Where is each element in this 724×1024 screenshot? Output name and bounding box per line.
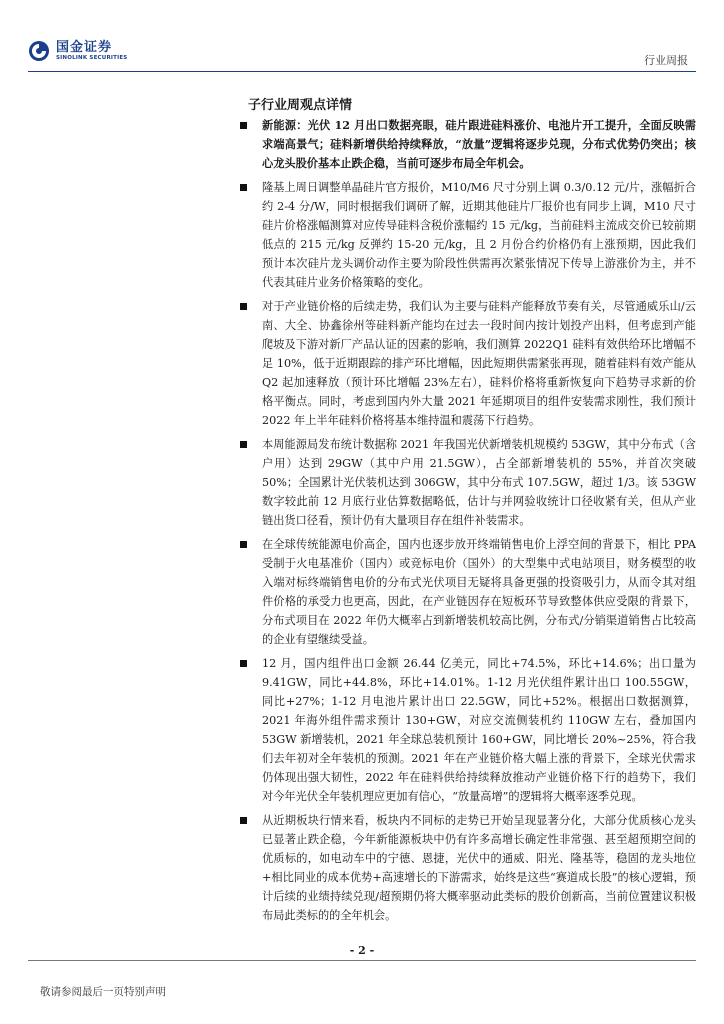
bullet-list bbox=[240, 116, 696, 930]
logo-chinese-name: 国金证券 bbox=[56, 39, 113, 55]
bullet-square-icon bbox=[240, 541, 247, 548]
bullet-text: 本周能源局发布统计数据称 2021 年我国光伏新增装机规模约 53GW，其中分布式（含户用）达到 29GW（其中户用 21.5GW），占全部新增装机的 55%，并首次突破 50%；全国累计光伏装机达到 306GW，其中分布式 107.5GW，超过 1/3。该 53GW 数字较此前 12 月底行业估算数据略低，估计与并网验收统计口径收紧有关，但从产业链出货口径看，预计仍有大量项目存在组件补装需求。 bbox=[262, 438, 696, 527]
bullet-item bbox=[240, 654, 696, 806]
sinolink-logo-icon bbox=[28, 40, 50, 62]
bullet-item bbox=[240, 297, 696, 430]
bullet-square-icon bbox=[240, 303, 247, 310]
bullet-text: 从近期板块行情来看，板块内不同标的走势已开始呈现显著分化，大部分优质核心龙头已显著止跌企稳，今年新能源板块中仍有许多高增长确定性非常强、甚至超预期空间的优质标的，如电动车中的宁德、恩捷，光伏中的通威、阳光、隆基等，稳固的龙头地位+相比同业的成本优势+高速增长的下游需求，始终是这些“赛道成长股”的核心逻辑，预计后续的业绩持续兑现/超预期仍将大概率驱动此类标的股价创新高，当前位置建议积极布局此类标的的全年机会。 bbox=[262, 814, 696, 922]
bullet-item-summary bbox=[240, 116, 696, 173]
company-logo bbox=[28, 40, 127, 62]
bullet-square-icon bbox=[240, 184, 247, 191]
bullet-item bbox=[240, 811, 696, 925]
bullet-square-icon bbox=[240, 817, 247, 824]
logo-english-name: SINOLINK SECURITIES bbox=[56, 54, 128, 61]
bullet-item bbox=[240, 435, 696, 530]
bullet-square-icon bbox=[240, 660, 247, 667]
page-number: - 2 - bbox=[349, 944, 375, 957]
bullet-text: 在全球传统能源电价高企，国内也逐步放开终端销售电价上浮空间的背景下，相比 PPA 受制于火电基准价（国内）或竞标电价（国外）的大型集中式电站项目，财务模型的收入端对标终端销售电价的分布式光伏项目无疑将具备更强的投资吸引力，从而令其对组件价格的承受力也更高，因此，在产业链因存在短板环节导致整体供应受限的背景下，分布式项目在 2022 年仍大概率占到新增装机较高比例，分布式/分销渠道销售占比较高的企业有望继续受益。 bbox=[262, 538, 696, 646]
bullet-text: 隆基上周日调整单晶硅片官方报价，M10/M6 尺寸分别上调 0.3/0.12 元/片，涨幅折合约 2-4 分/W，同时根据我们调研了解，近期其他硅片厂报价也有同步上调，M10 尺寸硅片价格涨幅测算对应传导硅料含税价涨幅约 15 元/kg，当前硅料主流成交价已较前期低点的 215 元/kg 反弹约 15-20 元/kg，且 2 月份合约价格仍有上涨预期，因此我们预计本次硅片龙头调价动作主要为阶段性供需再次紧张情况下传导上游涨价为主，并不代表其硅片业务价格策略的变化。 bbox=[262, 181, 696, 289]
bullet-text: 新能源：光伏 12 月出口数据亮眼，硅片跟进硅料涨价、电池片开工提升，全面反映需求端高景气；硅料新增供给持续释放，“放量”逻辑将逐步兑现，分布式优势仍突出；核心龙头股价基本止跌企稳，当前可逐步布局全年机会。 bbox=[262, 118, 696, 170]
bullet-square-icon bbox=[240, 441, 247, 448]
bullet-item bbox=[240, 535, 696, 649]
bullet-text: 对于产业链价格的后续走势，我们认为主要与硅料产能释放节奏有关，尽管通威乐山/云南、大全、协鑫徐州等硅料新产能均在过去一段时间内按计划投产出料，但考虑到产能爬坡及下游对新厂产品认证的因素的影响，我们测算 2022Q1 硅料有效供给环比增幅不足 10%，低于近期跟踪的排产环比增幅，因此短期供需紧张再现，随着硅料有效产能从 Q2 起加速释放（预计环比增幅 23%左右），硅料价格将重新恢复向下趋势寻求新的价格平衡点。同时，考虑到国内外大量 2021 年延期项目的组件安装需求刚性，我们预计 2022 年上半年硅料价格将基本维持温和震荡下行趋势。 bbox=[262, 300, 696, 427]
section-title: 子行业周观点详情 bbox=[248, 98, 353, 113]
bullet-square-icon bbox=[240, 122, 247, 129]
document-type: 行业周报 bbox=[644, 54, 688, 67]
header-divider bbox=[28, 71, 696, 72]
footer-divider bbox=[28, 960, 696, 961]
page-header bbox=[0, 0, 724, 72]
disclaimer-note: 敬请参阅最后一页特别声明 bbox=[40, 986, 166, 998]
bullet-text: 12 月，国内组件出口金额 26.44 亿美元，同比+74.5%，环比+14.6%；出口量为 9.41GW，同比+44.8%，环比+14.01%。1-12 月光伏组件累计出口 100.55GW，同比+27%；1-12 月电池片累计出口 22.5GW，同比+52%。根据出口数据测算，2021 年海外组件需求预计 130+GW，对应交流侧装机约 110GW 左右，叠加国内 53GW 新增装机，2021 年全球总装机预计 160+GW，同比增长 20%~25%，符合我们去年初对全年装机的预测。2021 年在产业链价格大幅上涨的背景下，全球光伏需求仍体现出强大韧性，2022 年在硅料供给持续释放推动产业链价格下行的趋势下，我们对今年光伏全年装机理应更加有信心，“放量高增”的逻辑将大概率逐季兑现。 bbox=[262, 657, 696, 803]
bullet-item bbox=[240, 178, 696, 292]
